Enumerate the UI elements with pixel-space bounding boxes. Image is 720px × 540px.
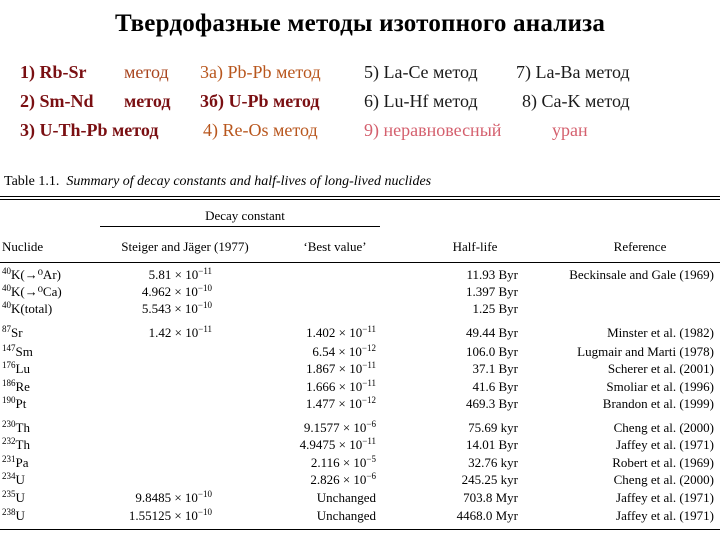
nuclide-cell	[2, 285, 62, 299]
reference-value: Cheng et al. (2000)	[613, 472, 714, 487]
best-mantissa: 1.867 × 10	[306, 361, 363, 376]
best-exponent: −11	[362, 360, 376, 370]
half-life-value: 41.6 Byr	[472, 379, 518, 394]
half-life-value: 4468.0 Myr	[456, 508, 518, 523]
header-best-value: ‘Best value’	[303, 239, 367, 254]
nuclide-cell	[2, 473, 25, 487]
best-value	[270, 326, 376, 340]
sj-exponent: −10	[197, 300, 212, 310]
best-mantissa: 6.54 × 10	[312, 344, 362, 359]
reference-value: Brandon et al. (1999)	[602, 396, 714, 411]
method-disequilibrium: 9) неравновесный	[364, 120, 502, 140]
steiger-jager-value	[100, 285, 212, 299]
best-mantissa: 9.1577 × 10	[303, 420, 367, 435]
best-mantissa: 1.666 × 10	[306, 379, 363, 394]
best-exponent: −12	[361, 395, 376, 405]
best-exponent: −5	[366, 454, 376, 464]
method-rb-sr-word: метод	[124, 62, 169, 82]
best-value	[270, 473, 376, 487]
best-exponent: −12	[361, 343, 376, 353]
reference-value: Jaffey et al. (1971)	[616, 490, 714, 505]
nuclide-cell	[2, 397, 26, 411]
nuclide-element: Sr	[11, 325, 23, 340]
best-mantissa: Unchanged	[316, 508, 376, 523]
nuclide-mass: 40	[2, 266, 11, 276]
method-sm-nd-word: метод	[124, 91, 171, 111]
sj-mantissa: 1.55125 × 10	[128, 508, 198, 523]
half-life-value: 1.25 Byr	[472, 301, 518, 316]
steiger-jager-value	[100, 326, 212, 340]
nuclide-cell	[2, 326, 23, 340]
nuclide-element: U	[15, 472, 25, 487]
best-mantissa: 1.402 × 10	[306, 325, 363, 340]
nuclide-cell	[2, 491, 25, 505]
nuclide-cell	[2, 362, 30, 376]
reference-value: Lugmair and Marti (1978)	[577, 344, 714, 359]
method-ca-k: 8) Ca-K метод	[522, 91, 630, 111]
half-life-value: 469.3 Byr	[466, 396, 518, 411]
nuclide-mass: 234	[2, 471, 16, 481]
sj-mantissa: 5.81 × 10	[148, 267, 199, 282]
sj-mantissa: 1.42 × 10	[148, 325, 199, 340]
steiger-jager-value	[100, 491, 212, 505]
half-life-value: 37.1 Byr	[472, 361, 518, 376]
reference-value: Scherer et al. (2001)	[607, 361, 714, 376]
best-exponent: −6	[366, 419, 376, 429]
method-la-ce: 5) La-Ce метод	[364, 62, 478, 82]
reference-value: Minster et al. (1982)	[607, 325, 714, 340]
nuclide-element: Pt	[15, 396, 27, 411]
sj-mantissa: 5.543 × 10	[141, 301, 198, 316]
reference-value: Robert et al. (1969)	[612, 455, 714, 470]
half-life-value: 14.01 Byr	[466, 437, 518, 452]
caption-prefix: Table 1.1.	[4, 174, 60, 189]
half-life-value: 703.8 Myr	[463, 490, 518, 505]
best-value	[270, 491, 376, 505]
nuclide-cell	[2, 302, 52, 316]
method-u-pb: 3б) U-Pb метод	[200, 91, 320, 111]
group-rule	[100, 226, 380, 227]
best-exponent: −6	[366, 471, 376, 481]
best-mantissa: 4.9475 × 10	[299, 437, 363, 452]
half-life-value: 32.76 kyr	[468, 455, 518, 470]
nuclide-element: Lu	[15, 361, 30, 376]
best-value	[270, 397, 376, 411]
reference-value: Jaffey et al. (1971)	[616, 437, 714, 452]
header-half-life: Half-life	[452, 239, 498, 254]
caption-text: Summary of decay constants and half-lives of long-lived nuclides	[66, 174, 432, 189]
nuclide-element: K(→⁰Ar)	[11, 267, 61, 282]
nuclide-mass: 230	[2, 419, 16, 429]
nuclide-mass: 87	[2, 324, 11, 334]
header-reference: Reference	[613, 239, 667, 254]
nuclide-mass: 186	[2, 378, 16, 388]
best-exponent: −11	[362, 378, 376, 388]
header-nuclide: Nuclide	[2, 239, 44, 254]
reference-value: Cheng et al. (2000)	[613, 420, 714, 435]
slide-title: Твердофазные методы изотопного анализа	[114, 10, 606, 37]
reference-value: Jaffey et al. (1971)	[616, 508, 714, 523]
reference-value: Smoliar et al. (1996)	[606, 379, 714, 394]
nuclide-element: Re	[15, 379, 30, 394]
table-top-rule-2	[0, 199, 720, 200]
table-caption	[4, 174, 431, 190]
nuclide-cell	[2, 268, 61, 282]
nuclide-cell	[2, 438, 30, 452]
best-value	[270, 380, 376, 394]
nuclide-mass: 40	[2, 283, 11, 293]
best-value	[270, 438, 376, 452]
best-value	[270, 421, 376, 435]
best-mantissa: 2.826 × 10	[310, 472, 367, 487]
method-sm-nd: 2) Sm-Nd	[20, 91, 94, 111]
steiger-jager-value	[100, 268, 212, 282]
sj-mantissa: 4.962 × 10	[141, 284, 198, 299]
table-top-rule	[0, 196, 720, 197]
half-life-value: 49.44 Byr	[466, 325, 518, 340]
half-life-value: 245.25 kyr	[461, 472, 518, 487]
header-rule	[0, 262, 720, 263]
header-steiger-jager: Steiger and Jäger (1977)	[121, 239, 249, 254]
best-value	[270, 509, 376, 523]
sj-exponent: −10	[197, 507, 212, 517]
steiger-jager-value	[100, 509, 212, 523]
steiger-jager-value	[100, 302, 212, 316]
nuclide-mass: 40	[2, 300, 11, 310]
nuclide-cell	[2, 380, 30, 394]
best-mantissa: 1.477 × 10	[305, 396, 362, 411]
best-value	[270, 345, 376, 359]
method-re-os: 4) Re-Os метод	[203, 120, 318, 140]
nuclide-element: K(total)	[11, 301, 53, 316]
nuclide-element: U	[15, 508, 25, 523]
nuclide-cell	[2, 456, 29, 470]
nuclide-element: Pa	[15, 455, 29, 470]
sj-exponent: −11	[198, 324, 212, 334]
nuclide-element: Th	[15, 437, 30, 452]
best-exponent: −11	[362, 436, 376, 446]
nuclide-mass: 190	[2, 395, 16, 405]
reference-value: Beckinsale and Gale (1969)	[569, 267, 714, 282]
nuclide-element: Sm	[15, 344, 33, 359]
nuclide-cell	[2, 509, 25, 523]
half-life-value: 1.397 Byr	[466, 284, 518, 299]
nuclide-mass: 238	[2, 507, 16, 517]
nuclide-element: U	[15, 490, 25, 505]
nuclide-mass: 235	[2, 489, 16, 499]
nuclide-element: Th	[15, 420, 30, 435]
nuclide-cell	[2, 421, 30, 435]
sj-mantissa: 9.8485 × 10	[135, 490, 198, 505]
sj-exponent: −10	[197, 489, 212, 499]
best-mantissa: Unchanged	[316, 490, 376, 505]
nuclide-element: K(→⁰Ca)	[11, 284, 62, 299]
method-u-th-pb: 3) U-Th-Pb метод	[20, 120, 159, 140]
best-mantissa: 2.116 × 10	[310, 455, 367, 470]
half-life-value: 11.93 Byr	[466, 267, 518, 282]
best-exponent: −11	[362, 324, 376, 334]
nuclide-mass: 147	[2, 343, 16, 353]
method-uranium: уран	[552, 120, 588, 140]
best-value	[270, 362, 376, 376]
method-lu-hf: 6) Lu-Hf метод	[364, 91, 478, 111]
half-life-value: 75.69 kyr	[468, 420, 518, 435]
table-bottom-rule	[0, 529, 720, 530]
nuclide-mass: 232	[2, 436, 16, 446]
nuclide-mass: 231	[2, 454, 16, 464]
sj-exponent: −11	[198, 266, 212, 276]
sj-exponent: −10	[197, 283, 212, 293]
half-life-value: 106.0 Byr	[466, 344, 518, 359]
method-la-ba: 7) La-Ba метод	[516, 62, 630, 82]
best-value	[270, 456, 376, 470]
method-pb-pb: 3а) Pb-Pb метод	[200, 62, 321, 82]
header-decay-constant: Decay constant	[205, 208, 285, 223]
method-rb-sr: 1) Rb-Sr	[20, 62, 87, 82]
nuclide-cell	[2, 345, 33, 359]
nuclide-mass: 176	[2, 360, 16, 370]
